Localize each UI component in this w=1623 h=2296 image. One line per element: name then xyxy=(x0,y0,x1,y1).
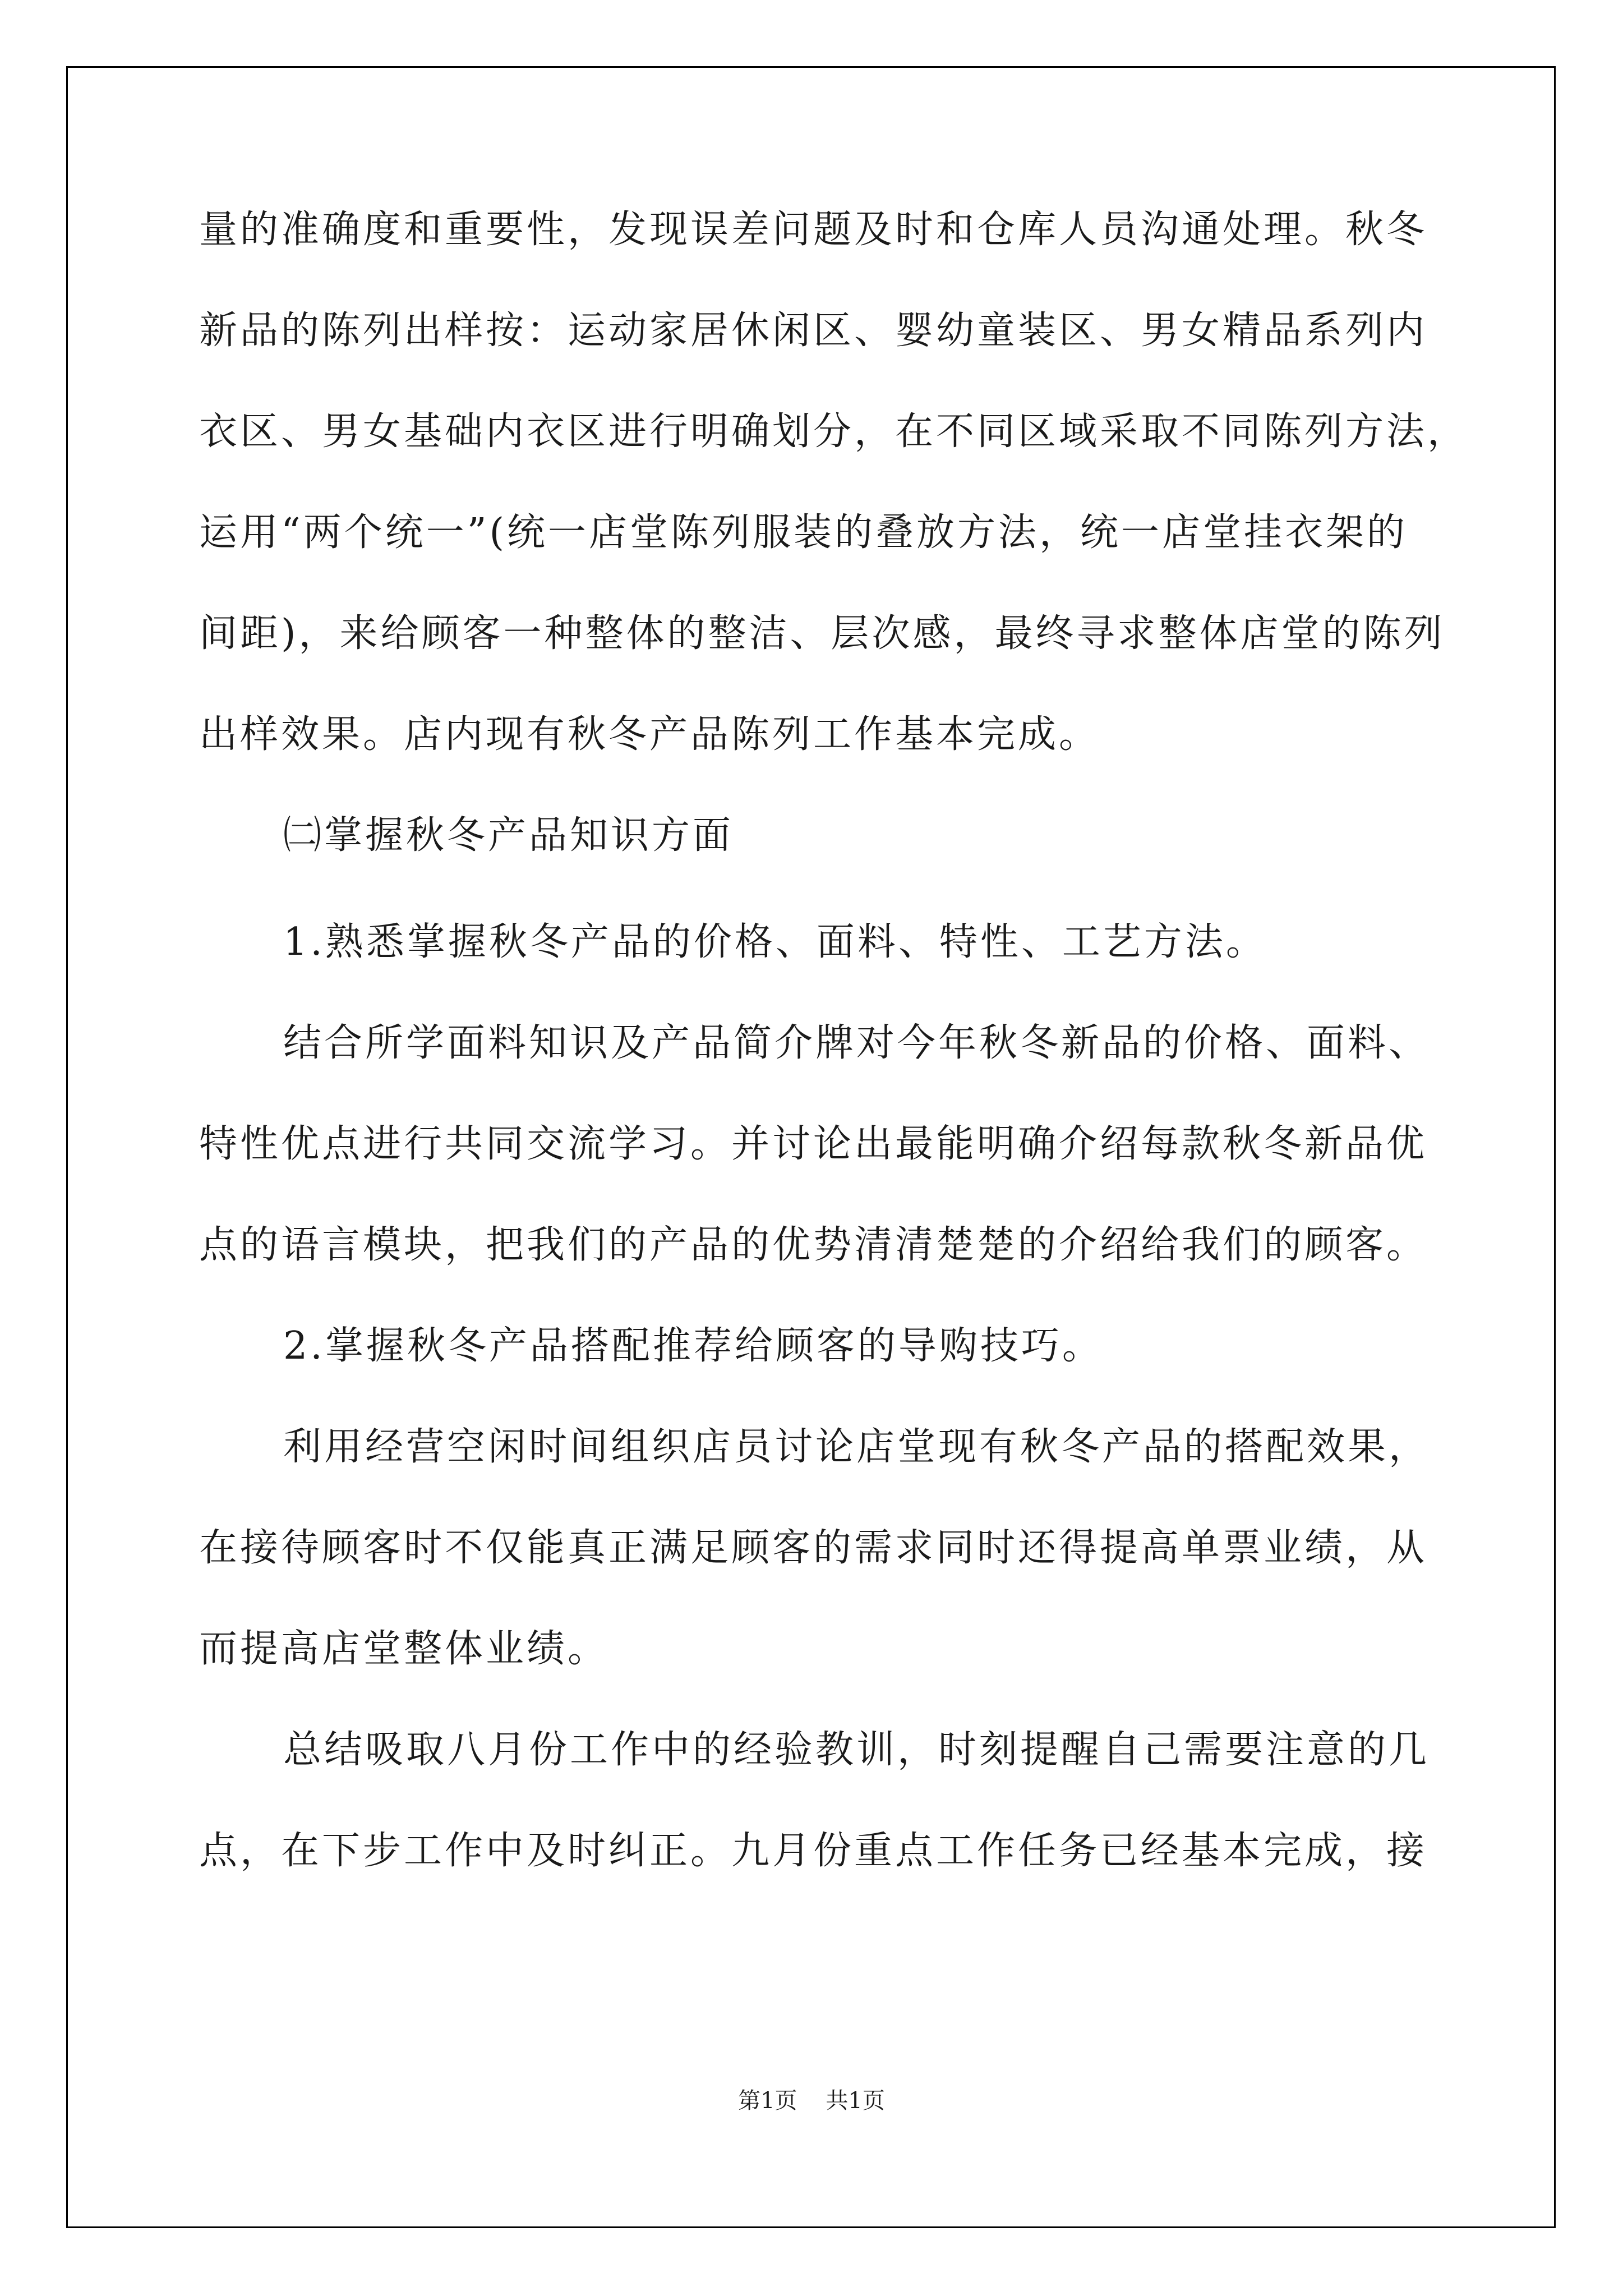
text-line: 点，在下步工作中及时纠正。九月份重点工作任务已经基本完成，接 xyxy=(199,1829,1428,1873)
text-line: 总结吸取八月份工作中的经验教训，时刻提醒自己需要注意的几 xyxy=(283,1728,1430,1772)
numbered-item: 1.熟悉掌握秋冬产品的价格、面料、特性、工艺方法。 xyxy=(283,920,1267,964)
text-line: 特性优点进行共同交流学习。并讨论出最能明确介绍每款秋冬新品优 xyxy=(199,1122,1428,1166)
text-line: 在接待顾客时不仅能真正满足顾客的需求同时还得提高单票业绩，从 xyxy=(199,1526,1428,1570)
text-line: 出样效果。店内现有秋冬产品陈列工作基本完成。 xyxy=(199,712,1100,757)
text-line: 量的准确度和重要性，发现误差问题及时和仓库人员沟通处理。秋冬 xyxy=(199,208,1428,252)
page-footer xyxy=(0,2087,1623,2115)
numbered-item: 2.掌握秋冬产品搭配推荐给顾客的导购技巧。 xyxy=(283,1324,1103,1368)
page-number: 第1页 xyxy=(738,2088,797,2114)
text-line: 运用“两个统一”(统一店堂陈列服装的叠放方法，统一店堂挂衣架的 xyxy=(199,510,1408,555)
page-total: 共1页 xyxy=(826,2088,885,2114)
text-line: 衣区、男女基础内衣区进行明确划分，在不同区域采取不同陈列方法， xyxy=(199,409,1469,454)
text-line: 而提高店堂整体业绩。 xyxy=(199,1627,609,1671)
text-line: 点的语言模块，把我们的产品的优势清清楚楚的介绍给我们的顾客。 xyxy=(199,1223,1428,1267)
text-line: 利用经营空闲时间组织店员讨论店堂现有秋冬产品的搭配效果， xyxy=(283,1425,1430,1469)
section-heading: ㈡掌握秋冬产品知识方面 xyxy=(283,813,734,858)
text-line: 间距)，来给顾客一种整体的整洁、层次感，最终寻求整体店堂的陈列 xyxy=(199,611,1445,656)
text-line: 结合所学面料知识及产品简介牌对今年秋冬新品的价格、面料、 xyxy=(283,1021,1430,1065)
text-line: 新品的陈列出样按：运动家居休闲区、婴幼童装区、男女精品系列内 xyxy=(199,309,1428,353)
